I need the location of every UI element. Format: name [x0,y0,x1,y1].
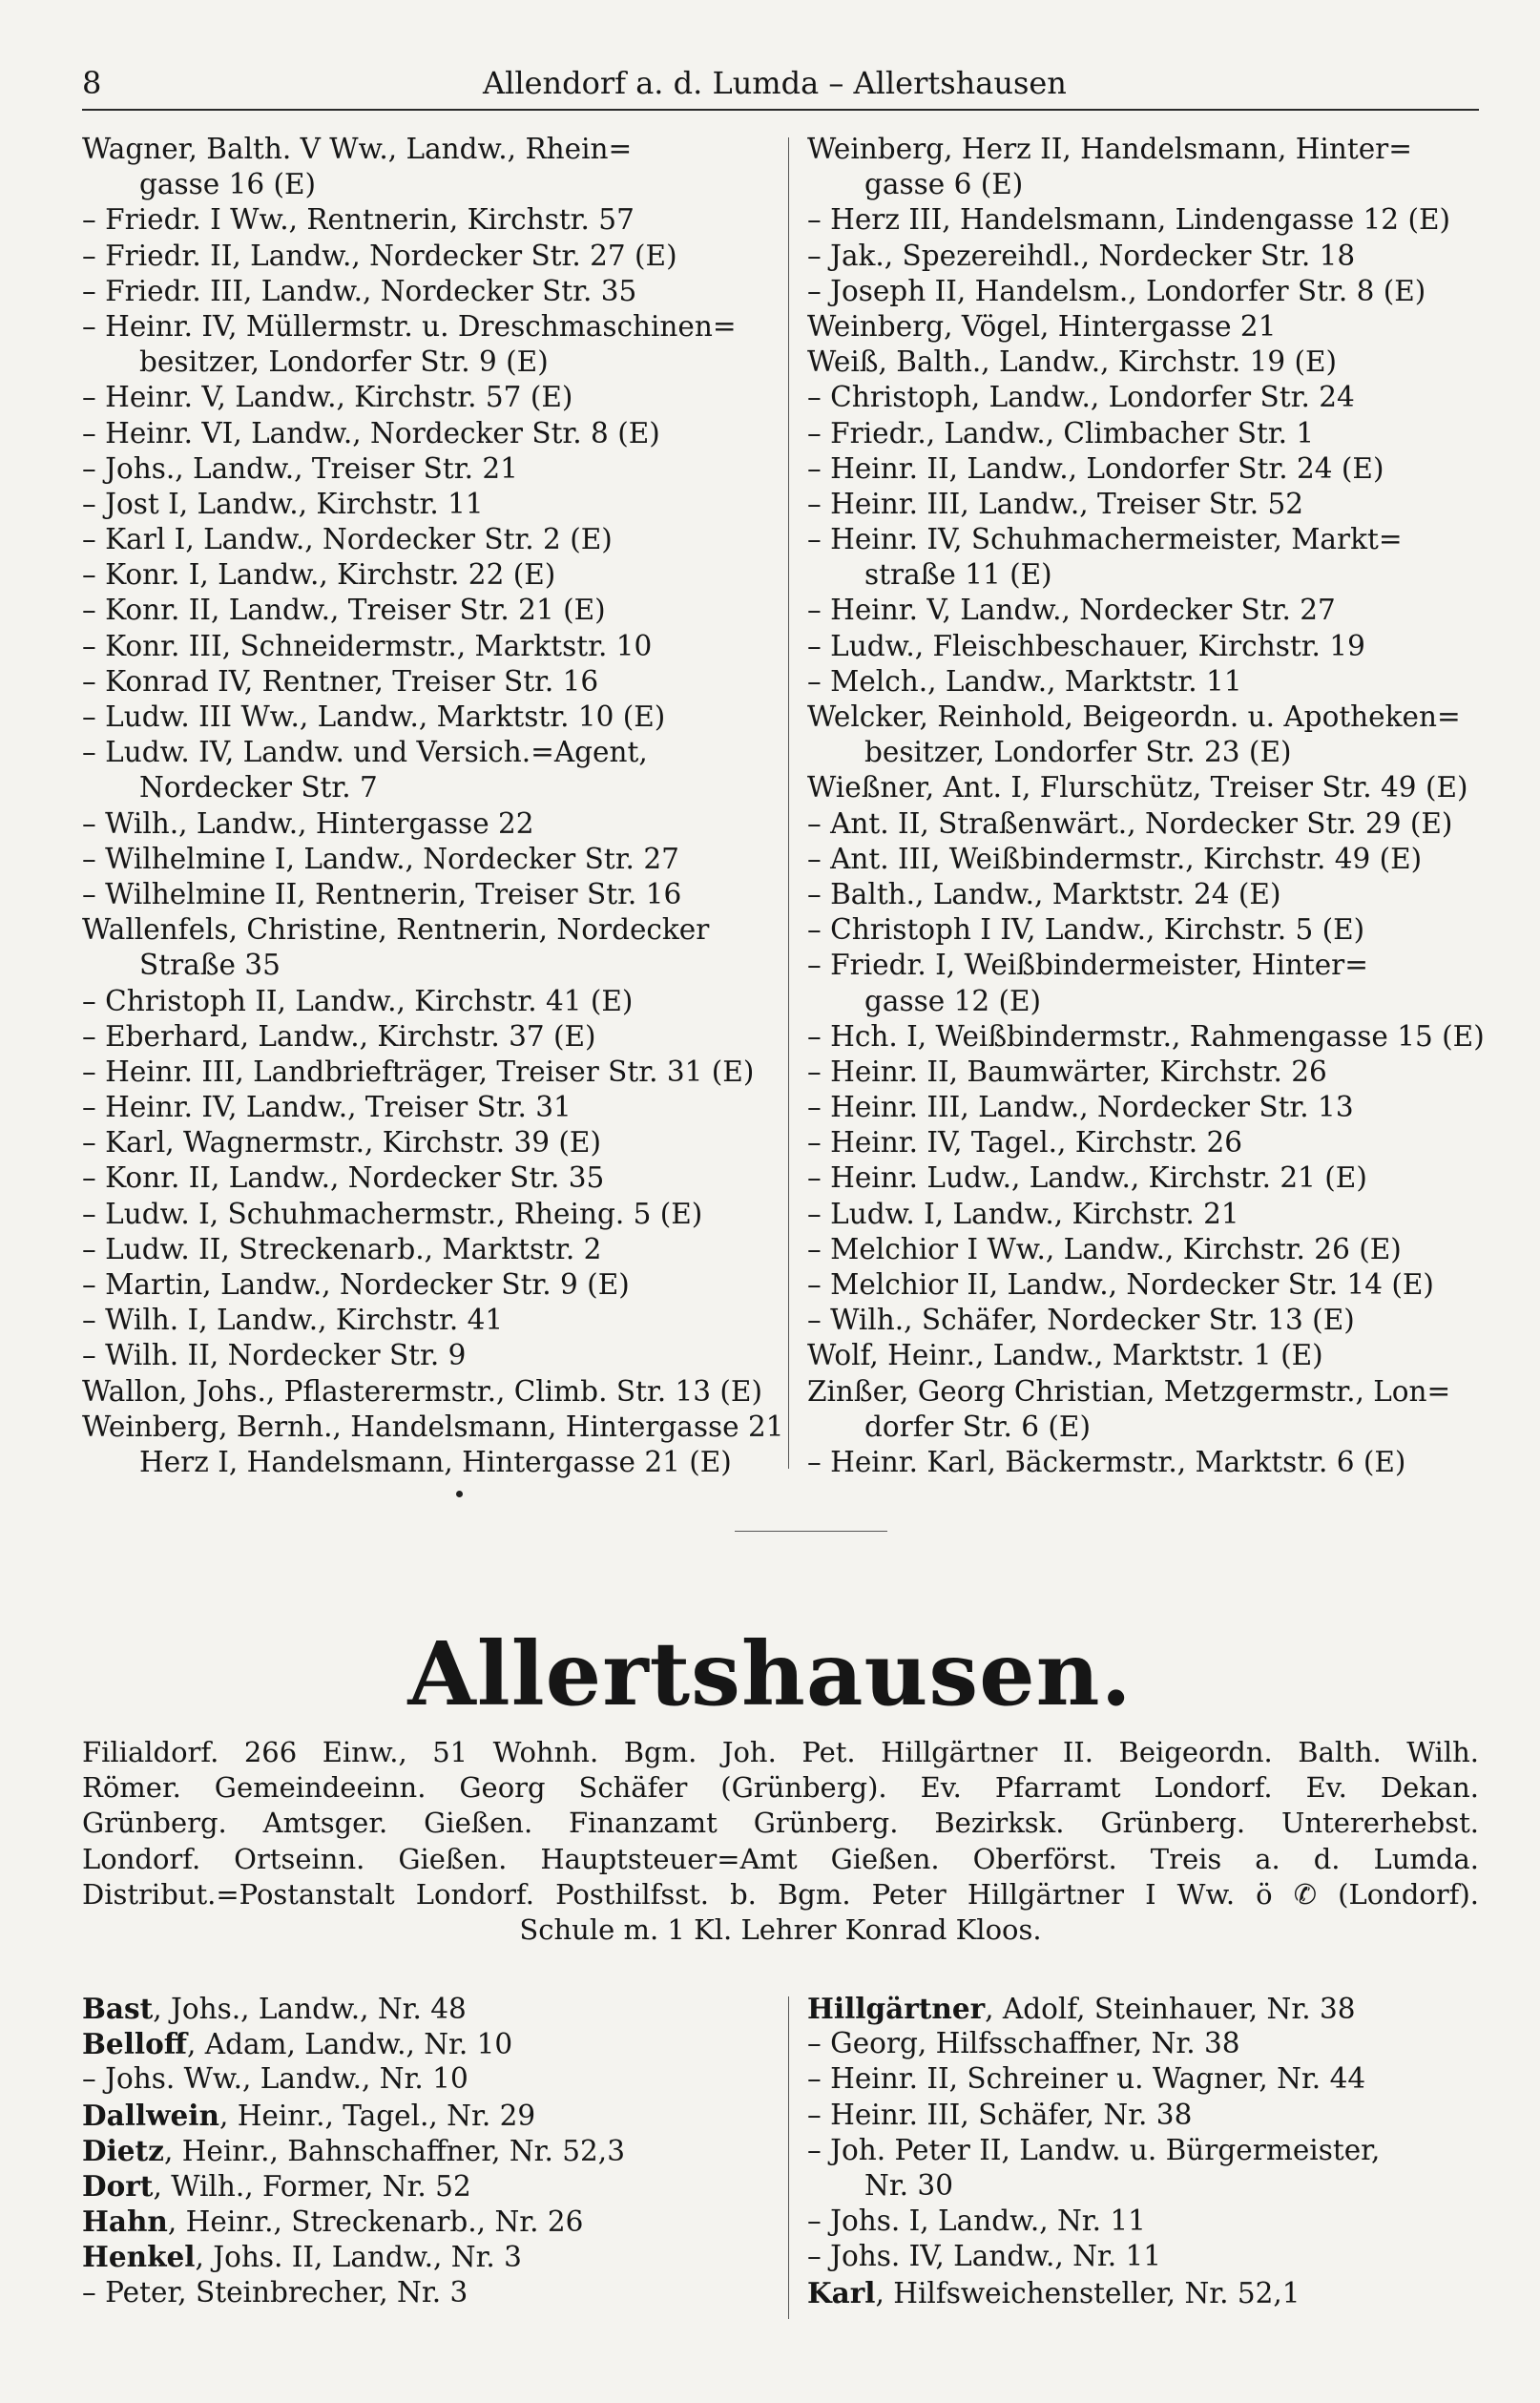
directory-entry: – Konr. II, Landw., Nordecker Str. 35 [82,1161,605,1195]
directory-entry: Weinberg, Vögel, Hintergasse 21 [807,309,1277,343]
directory-entry: Wagner, Balth. V Ww., Landw., Rhein= [82,133,633,165]
directory-entry: Belloff, Adam, Landw., Nr. 10 [82,2027,513,2061]
directory-entry: – Heinr. IV, Schuhmachermeister, Markt= [807,523,1403,556]
town-info-school: Schule m. 1 Kl. Lehrer Konrad Kloos. [519,1912,1042,1946]
directory-entry: – Wilhelmine I, Landw., Nordecker Str. 27 [82,842,679,875]
directory-entry: – Herz III, Handelsmann, Lindengasse 12 (E) [807,203,1451,237]
directory-entry: – Heinr. VI, Landw., Nordecker Str. 8 (E) [82,416,660,449]
directory-entry: – Johs., Landw., Treiser Str. 21 [82,451,518,485]
entry-surname: Hahn [82,2204,168,2239]
town-info-line: Distribut.=Postanstalt Londorf. Posthilfsst. b. Bgm. Peter Hillgärtner I Ww. ö ✆ (Londorf). [82,1877,1479,1911]
directory-entry: Nordecker Str. 7 [139,771,378,804]
directory-entry: Zinßer, Georg Christian, Metzgermstr., Lon= [807,1374,1451,1408]
directory-entry: – Heinr. III, Landw., Nordecker Str. 13 [807,1091,1354,1124]
entry-surname: Dietz [82,2133,164,2167]
directory-entry: – Eberhard, Landw., Kirchstr. 37 (E) [82,1019,596,1053]
directory-entry: gasse 12 (E) [864,984,1042,1017]
entry-surname: Bast [82,1992,154,2025]
directory-entry: Welcker, Reinhold, Beigeordn. u. Apotheken= [807,700,1461,733]
directory-entry: Weinberg, Bernh., Handelsmann, Hintergasse 21 [82,1410,784,1443]
directory-entry: Wolf, Heinr., Landw., Marktstr. 1 (E) [807,1339,1323,1372]
directory-entry: Herz I, Handelsmann, Hintergasse 21 (E) [139,1445,732,1478]
directory-entry: – Friedr. I Ww., Rentnerin, Kirchstr. 57 [82,203,635,237]
directory-entry: besitzer, Londorfer Str. 9 (E) [139,345,549,379]
directory-entry: dorfer Str. 6 (E) [864,1410,1091,1443]
directory-entry: – Ant. III, Weißbindermstr., Kirchstr. 49 (E) [807,842,1423,875]
town-info-line: Filialdorf. 266 Einw., 51 Wohnh. Bgm. Joh. Pet. Hillgärtner II. Beigeordn. Balth. Wilh. [82,1736,1479,1768]
directory-entry: – Ludw., Fleischbeschauer, Kirchstr. 19 [807,629,1365,662]
section1-left-column [82,132,784,1480]
directory-entry: – Heinr. II, Landw., Londorfer Str. 24 (E) [807,451,1384,485]
directory-entry: – Heinr. V, Landw., Kirchstr. 57 (E) [82,381,573,414]
directory-entry: – Joseph II, Handelsm., Londorfer Str. 8 (E) [807,274,1426,307]
directory-entry: – Heinr. III, Landbriefträger, Treiser Str. 31 (E) [82,1055,755,1088]
directory-entry: – Karl, Wagnermstr., Kirchstr. 39 (E) [82,1126,601,1160]
directory-entry: – Georg, Hilfsschaffner, Nr. 38 [807,2027,1240,2060]
directory-entry: – Melch., Landw., Marktstr. 11 [807,664,1242,698]
entry-surname: Hillgärtner [807,1992,986,2025]
directory-entry: Dietz, Heinr., Bahnschaffner, Nr. 52,3 [82,2133,625,2167]
directory-entry: – Heinr. II, Schreiner u. Wagner, Nr. 44 [807,2062,1366,2096]
directory-entry: – Heinr. IV, Landw., Treiser Str. 31 [82,1091,572,1124]
directory-entry: Dort, Wilh., Former, Nr. 52 [82,2168,471,2203]
directory-entry: gasse 6 (E) [864,168,1024,201]
entry-surname: Dallwein [82,2098,219,2132]
entry-surname: Karl [807,2275,876,2309]
directory-entry: – Joh. Peter II, Landw. u. Bürgermeister, [807,2133,1381,2166]
directory-entry: – Melchior I Ww., Landw., Kirchstr. 26 (E) [807,1232,1402,1265]
directory-entry: – Christoph II, Landw., Kirchstr. 41 (E) [82,984,634,1017]
directory-entry: – Karl I, Landw., Nordecker Str. 2 (E) [82,523,613,556]
town-title: Allertshausen. [407,1622,1133,1725]
directory-entry: – Konr. I, Landw., Kirchstr. 22 (E) [82,558,556,592]
directory-entry: – Ant. II, Straßenwärt., Nordecker Str. 29 (E) [807,806,1453,840]
directory-entry: Weiß, Balth., Landw., Kirchstr. 19 (E) [807,345,1338,379]
directory-entry: – Friedr. I, Weißbindermeister, Hinter= [807,949,1368,982]
section1-right-column [807,132,1485,1480]
directory-entry: – Ludw. IV, Landw. und Versich.=Agent, [82,736,648,769]
directory-entry: – Wilhelmine II, Rentnerin, Treiser Str. 16 [82,877,682,910]
directory-entry: straße 11 (E) [864,558,1052,592]
directory-entry: – Friedr., Landw., Climbacher Str. 1 [807,416,1315,449]
entry-surname: Henkel [82,2240,196,2274]
directory-entry: – Johs. I, Landw., Nr. 11 [807,2204,1146,2238]
town-info-line: Römer. Gemeindeeinn. Georg Schäfer (Grünberg). Ev. Pfarramt Londorf. Ev. Dekan. [82,1771,1479,1805]
directory-entry: Wießner, Ant. I, Flurschütz, Treiser Str. 49 (E) [807,771,1468,804]
directory-entry: Bast, Johs., Landw., Nr. 48 [82,1992,467,2025]
directory-entry: Wallenfels, Christine, Rentnerin, Nordecker [82,913,710,947]
directory-entry: – Peter, Steinbrecher, Nr. 3 [82,2275,468,2309]
directory-entry: – Christoph I IV, Landw., Kirchstr. 5 (E) [807,913,1365,947]
directory-entry: – Wilh., Schäfer, Nordecker Str. 13 (E) [807,1304,1355,1337]
directory-entry: – Heinr. III, Landw., Treiser Str. 52 [807,487,1303,520]
directory-entry: – Heinr. IV, Tagel., Kirchstr. 26 [807,1126,1243,1160]
directory-entry: – Wilh. II, Nordecker Str. 9 [82,1339,467,1372]
directory-entry: Wallon, Johs., Pflasterermstr., Climb. Str. 13 (E) [82,1374,762,1408]
section2-left-column [82,1991,769,2310]
directory-entry: – Hch. I, Weißbindermstr., Rahmengasse 15 (E) [807,1019,1485,1053]
directory-entry: – Heinr. V, Landw., Nordecker Str. 27 [807,594,1336,627]
directory-entry: – Balth., Landw., Marktstr. 24 (E) [807,877,1281,910]
directory-entry: – Friedr. II, Landw., Nordecker Str. 27 (E) [82,239,677,272]
directory-entry: – Konrad IV, Rentner, Treiser Str. 16 [82,664,599,698]
directory-entry: Henkel, Johs. II, Landw., Nr. 3 [82,2240,522,2274]
directory-entry: – Jak., Spezereihdl., Nordecker Str. 18 [807,239,1356,272]
section2-right-column [807,1991,1485,2310]
directory-entry: Weinberg, Herz II, Handelsmann, Hinter= [807,133,1412,165]
column-divider-2 [788,1996,789,2319]
directory-entry: – Jost I, Landw., Kirchstr. 11 [82,487,484,520]
town-info-block [82,1735,1479,1948]
page-header [82,59,1479,111]
directory-entry: – Christoph, Landw., Londorfer Str. 24 [807,381,1355,414]
directory-entry: – Ludw. III Ww., Landw., Marktstr. 10 (E) [82,700,666,733]
directory-entry: Hillgärtner, Adolf, Steinhauer, Nr. 38 [807,1992,1356,2025]
page-number: 8 [82,65,102,101]
directory-entry: – Heinr. Ludw., Landw., Kirchstr. 21 (E) [807,1161,1367,1195]
directory-entry: – Johs. Ww., Landw., Nr. 10 [82,2062,468,2096]
directory-entry: Hahn, Heinr., Streckenarb., Nr. 26 [82,2204,584,2239]
directory-entry: – Konr. III, Schneidermstr., Marktstr. 10 [82,629,653,662]
directory-entry: Straße 35 [139,949,281,982]
directory-entry: – Martin, Landw., Nordecker Str. 9 (E) [82,1268,630,1301]
town-info-line: Londorf. Ortseinn. Gießen. Hauptsteuer=Amt Gießen. Oberförst. Treis a. d. Lumda. [82,1842,1479,1875]
directory-entry: – Heinr. Karl, Bäckermstr., Marktstr. 6 (E) [807,1445,1406,1478]
entry-surname: Dort [82,2168,154,2203]
separator-dot [456,1491,463,1497]
town-info-line: Grünberg. Amtsger. Gießen. Finanzamt Grünberg. Bezirksk. Grünberg. Untererhebst. [82,1807,1479,1840]
directory-entry: – Melchior II, Landw., Nordecker Str. 14 (E) [807,1268,1434,1301]
section-rule [735,1531,887,1532]
directory-entry: besitzer, Londorfer Str. 23 (E) [864,736,1292,769]
directory-entry: – Ludw. I, Landw., Kirchstr. 21 [807,1197,1239,1230]
column-divider [788,137,789,1469]
entry-surname: Belloff [82,2027,188,2061]
directory-entry: Karl, Hilfsweichensteller, Nr. 52,1 [807,2275,1301,2309]
directory-entry: – Ludw. II, Streckenarb., Marktstr. 2 [82,1232,602,1265]
directory-entry: Nr. 30 [864,2168,953,2202]
directory-entry: Dallwein, Heinr., Tagel., Nr. 29 [82,2098,536,2132]
directory-entry: – Heinr. II, Baumwärter, Kirchstr. 26 [807,1055,1327,1088]
directory-entry: – Ludw. I, Schuhmachermstr., Rheing. 5 (E) [82,1197,703,1230]
running-head: Allendorf a. d. Lumda – Allertshausen [483,65,1067,101]
directory-entry: gasse 16 (E) [139,168,317,201]
directory-entry: – Heinr. III, Schäfer, Nr. 38 [807,2098,1193,2131]
directory-entry: – Friedr. III, Landw., Nordecker Str. 35 [82,274,637,307]
directory-entry: – Heinr. IV, Müllermstr. u. Dreschmaschinen= [82,309,737,343]
directory-entry: – Konr. II, Landw., Treiser Str. 21 (E) [82,594,606,627]
directory-entry: – Johs. IV, Landw., Nr. 11 [807,2240,1162,2273]
directory-entry: – Wilh. I, Landw., Kirchstr. 41 [82,1304,504,1337]
directory-entry: – Wilh., Landw., Hintergasse 22 [82,806,534,840]
